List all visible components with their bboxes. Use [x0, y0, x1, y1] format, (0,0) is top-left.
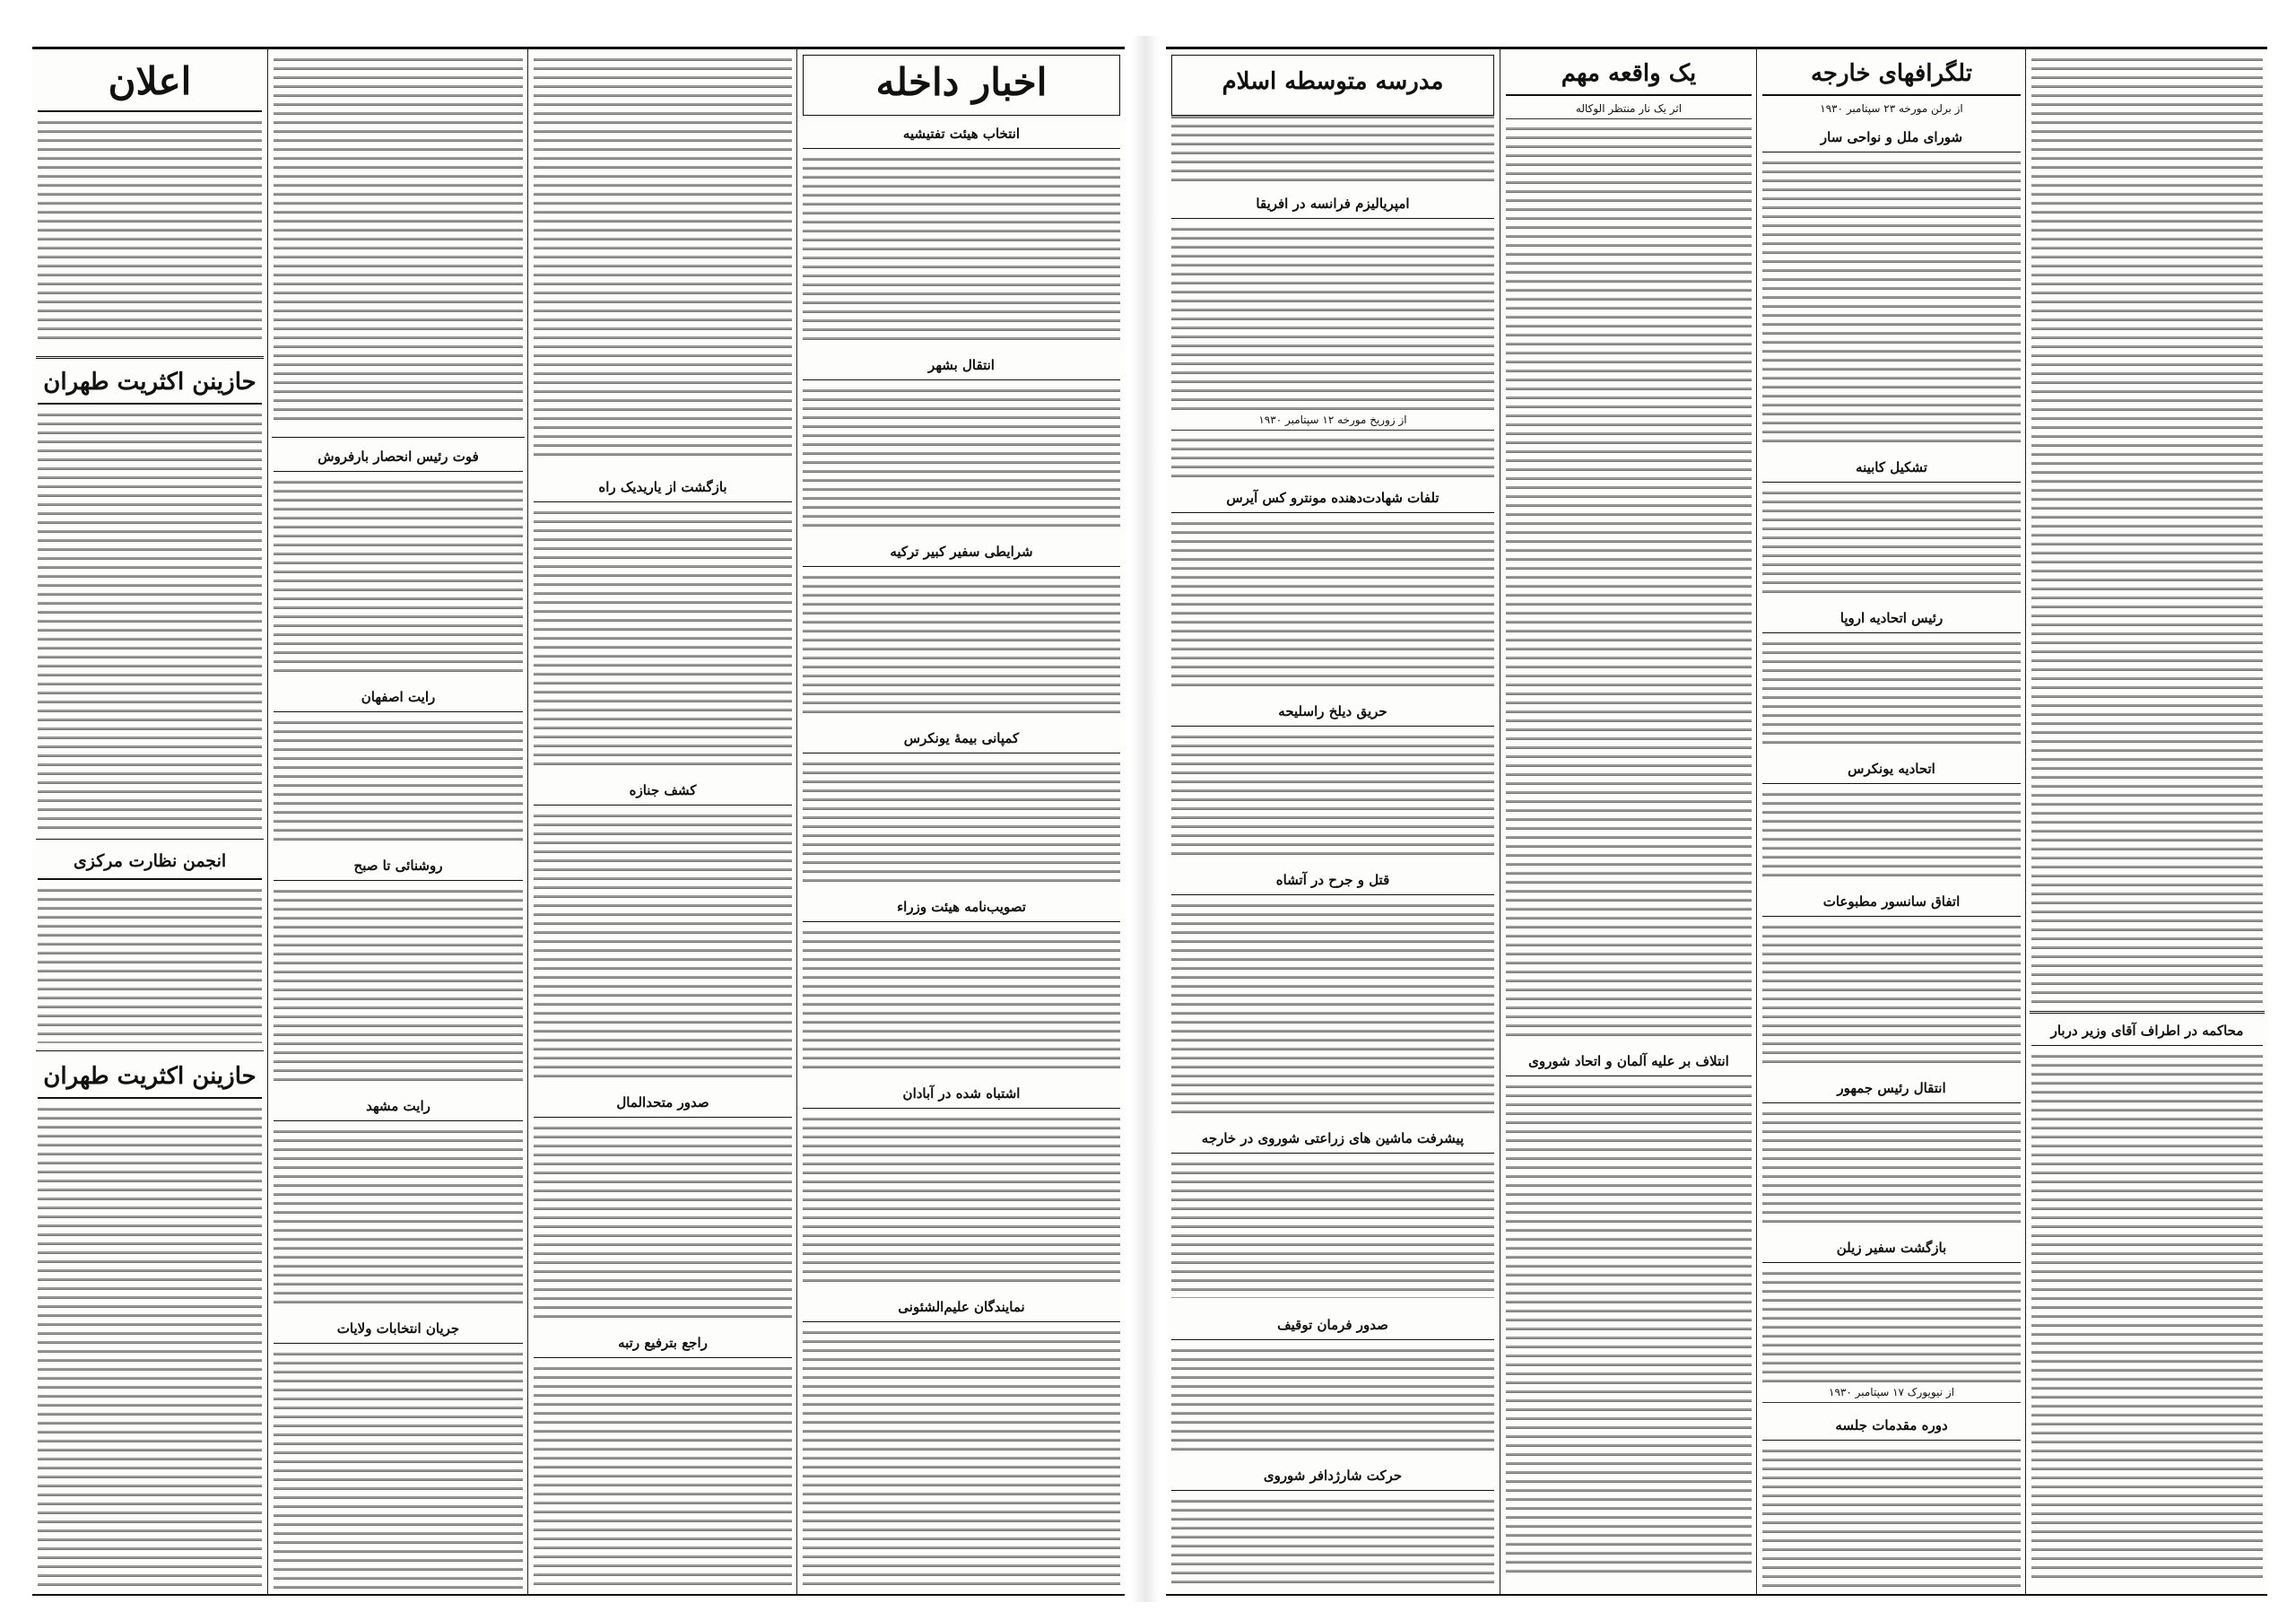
french-africa-heading: امپریالیزم فرانسه در افریقا: [1171, 191, 1494, 219]
transfer-block: [803, 353, 1120, 532]
return-block: [534, 475, 792, 771]
return-text: [534, 508, 792, 771]
europe-union-block: [1762, 605, 2021, 749]
col4-top-block: [2031, 55, 2263, 1006]
foreign-telegrams-masthead: تلگرافهای خارجه: [1762, 55, 2021, 96]
important-incident-subheading: اثر یک نار منتظر الوکاله: [1506, 101, 1752, 119]
court-minister-block: [2031, 1018, 2263, 1589]
promotion-text: [534, 1363, 792, 1588]
charge-affaires-block: [1171, 1463, 1494, 1589]
europe-union-heading: رئیس اتحادیه اروپا: [1762, 605, 2021, 633]
berlin-dateline: از برلن مورخه ۲۳ سپتامبر ۱۹۳۰: [1762, 101, 2021, 118]
president-transfer-heading: انتقال رئیس جمهور: [1762, 1076, 2021, 1103]
arrest-order-heading: صدور فرمان توقیف: [1171, 1312, 1494, 1340]
censorship-block: [1762, 889, 2021, 1068]
abadan-block: [803, 1081, 1120, 1287]
inspection-text: [803, 154, 1120, 345]
charge-affaires-text: [1171, 1496, 1494, 1589]
buenos-aires-heading: تلفات شهادت‌دهنده مونترو کس آیرس: [1171, 485, 1494, 513]
charge-affaires-heading: حرکت شارژدافر شوروی: [1171, 1463, 1494, 1491]
lighting-block: [274, 853, 523, 1086]
elections-block: [274, 1316, 523, 1589]
french-africa-block: [1171, 191, 1494, 478]
saar-text: [1762, 158, 2021, 448]
col4-top-text: [2031, 55, 2263, 1006]
tehran-lower-heading: حازینن اکثریت طهران: [38, 1058, 262, 1099]
court-minister-text: [2031, 1051, 2263, 1581]
left-col-announcements: [32, 49, 267, 1594]
isfahan-heading: رایت اصفهان: [274, 684, 523, 712]
censorship-heading: اتفاق سانسور مطبوعات: [1762, 889, 2021, 917]
domestic-news-masthead: اخبار داخله: [875, 60, 1048, 104]
announcement-text: [38, 118, 262, 342]
representatives-heading: نمایندگان علیم‌الشئونی: [803, 1294, 1120, 1322]
circular-heading: صدور متحدالمال: [534, 1090, 792, 1118]
islam-school-text-block: [1171, 112, 1494, 184]
barforush-text: [274, 477, 523, 675]
junkers-union-text: [1762, 789, 2021, 882]
isfahan-block: [274, 684, 523, 846]
promotion-block: [534, 1330, 792, 1589]
divider: [36, 839, 264, 840]
important-incident-block: [1506, 55, 1752, 1041]
foreign-telegrams-masthead-box: [1762, 55, 2021, 118]
islam-school-masthead-box: [1171, 55, 1494, 116]
murder-text: [1171, 901, 1494, 1119]
mashhad-heading: رایت مشهد: [274, 1093, 523, 1121]
mashhad-text: [274, 1127, 523, 1309]
majority-holders-block: [38, 363, 262, 830]
saar-block: [1762, 125, 2021, 448]
barforush-heading: فوت رئیس انحصار بارفروش: [274, 444, 523, 472]
buenos-aires-block: [1171, 485, 1494, 692]
arrest-order-block: [1171, 1312, 1494, 1456]
ambassador-block: [803, 539, 1120, 719]
ambassador-heading: شرایطی سفیر کبیر ترکیه: [803, 539, 1120, 567]
left-page: [32, 47, 1125, 1596]
elections-text: [274, 1349, 523, 1589]
censorship-text: [1762, 922, 2021, 1068]
abadan-text: [803, 1114, 1120, 1287]
coalition-heading: انتلاف بر علیه آلمان و اتحاد شوروی: [1506, 1049, 1752, 1076]
newyork-dateline: از نیویورک ۱۷ سپتامبر ۱۹۳۰: [1762, 1385, 2021, 1403]
majority-holders-text: [38, 410, 262, 830]
col2-top-block: [274, 55, 523, 431]
ambassador-return-text: [1762, 1268, 2021, 1385]
cabinet-heading: تشکیل کابینه: [1762, 455, 2021, 483]
right-page: [1166, 47, 2267, 1596]
central-supervision-block: [38, 846, 262, 1043]
col3-top-text: [534, 55, 792, 458]
cabinet-text: [1762, 488, 2021, 598]
arms-fire-heading: حریق دیلخ راسلیحه: [1171, 699, 1494, 727]
islam-school-masthead: مدرسه متوسطه اسلام: [1222, 68, 1444, 95]
session-block: [1762, 1413, 2021, 1589]
body-found-text: [534, 811, 792, 1083]
circular-block: [534, 1090, 792, 1323]
president-transfer-text: [1762, 1109, 2021, 1228]
return-heading: بازگشت از یاریدیک راه: [534, 475, 792, 502]
cabinet-decree-block: [803, 894, 1120, 1074]
islam-school-text: [1171, 112, 1494, 184]
col3-top-block: [534, 55, 792, 467]
president-transfer-block: [1762, 1076, 2021, 1228]
saar-heading: شورای ملل و نواحی سار: [1762, 125, 2021, 152]
junkers-block: [803, 726, 1120, 887]
junkers-text: [803, 759, 1120, 887]
inspection-heading: انتخاب هیئت تفتیشیه: [803, 121, 1120, 149]
divider: [36, 1050, 264, 1051]
right-col-foreign-telegrams: [1756, 49, 2026, 1594]
murder-heading: قتل و جرح در آتشاه: [1171, 867, 1494, 895]
lighting-text: [274, 886, 523, 1086]
col2-top-text: [274, 55, 523, 422]
soviet-machines-text: [1171, 1159, 1494, 1298]
representatives-text: [803, 1328, 1120, 1588]
murder-block: [1171, 867, 1494, 1119]
right-col-2: [1500, 49, 1757, 1594]
central-supervision-text: [38, 885, 262, 1043]
left-col-3: [527, 49, 797, 1594]
zurich-text: [1171, 435, 1494, 478]
coalition-block: [1506, 1049, 1752, 1589]
right-col-4: [2025, 49, 2268, 1594]
announcement-heading: اعلان: [38, 55, 262, 112]
cabinet-block: [1762, 455, 2021, 598]
body-found-block: [534, 778, 792, 1083]
tehran-lower-block: [38, 1058, 262, 1589]
left-col-domestic-news: [796, 49, 1126, 1594]
inspection-block: [803, 121, 1120, 345]
soviet-machines-block: [1171, 1126, 1494, 1305]
junkers-heading: کمپانی بیمهٔ یونکرس: [803, 726, 1120, 753]
isfahan-text: [274, 718, 523, 846]
elections-heading: جریان انتخابات ولایات: [274, 1316, 523, 1344]
session-text: [1762, 1446, 2021, 1589]
arms-fire-block: [1171, 699, 1494, 860]
important-incident-text: [1506, 124, 1752, 1039]
body-found-heading: کشف جنازه: [534, 778, 792, 806]
arrest-order-text: [1171, 1346, 1494, 1456]
court-minister-heading: محاکمه در اطراف آقای وزیر دربار: [2031, 1018, 2263, 1046]
representatives-block: [803, 1294, 1120, 1589]
divider: [272, 437, 525, 438]
zurich-dateline: از زوریخ مورخه ۱۲ سپتامبر ۱۹۳۰: [1171, 413, 1494, 431]
lighting-heading: روشنائی تا صبح: [274, 853, 523, 881]
coalition-text: [1506, 1082, 1752, 1575]
cabinet-decree-heading: تصویب‌نامه هیئت وزراء: [803, 894, 1120, 922]
ambassador-text: [803, 572, 1120, 719]
europe-union-text: [1762, 639, 2021, 749]
buenos-aires-text: [1171, 518, 1494, 692]
circular-text: [534, 1123, 792, 1323]
announcement-block: [38, 55, 262, 351]
junkers-union-block: [1762, 756, 2021, 882]
cabinet-decree-text: [803, 928, 1120, 1074]
important-incident-heading: یک واقعه مهم: [1506, 55, 1752, 96]
page-gutter: [1132, 36, 1159, 1602]
ambassador-return-block: [1762, 1235, 2021, 1406]
divider: [2030, 1011, 2265, 1014]
majority-holders-heading: حازینن اکثریت طهران: [38, 363, 262, 405]
transfer-heading: انتقال بشهر: [803, 353, 1120, 380]
session-heading: دوره مقدمات جلسه: [1762, 1413, 2021, 1441]
promotion-heading: راجع بترفیع رتبه: [534, 1330, 792, 1358]
central-supervision-heading: انجمن نظارت مرکزی: [38, 846, 262, 880]
right-col-islam-school: [1166, 49, 1500, 1594]
arms-fire-text: [1171, 732, 1494, 860]
barforush-block: [274, 444, 523, 677]
soviet-machines-heading: پیشرفت ماشین های زراعتی شوروی در خارجه: [1171, 1126, 1494, 1154]
left-col-2: [267, 49, 528, 1594]
divider: [36, 356, 264, 359]
french-africa-text: [1171, 224, 1494, 413]
domestic-news-masthead-box: [803, 55, 1120, 116]
mashhad-block: [274, 1093, 523, 1309]
junkers-union-heading: اتحادیه یونکرس: [1762, 756, 2021, 784]
abadan-heading: اشتباه شده در آبادان: [803, 1081, 1120, 1109]
ambassador-return-heading: بازگشت سفیر زیلن: [1762, 1235, 2021, 1263]
tehran-lower-text: [38, 1104, 262, 1589]
transfer-text: [803, 386, 1120, 532]
